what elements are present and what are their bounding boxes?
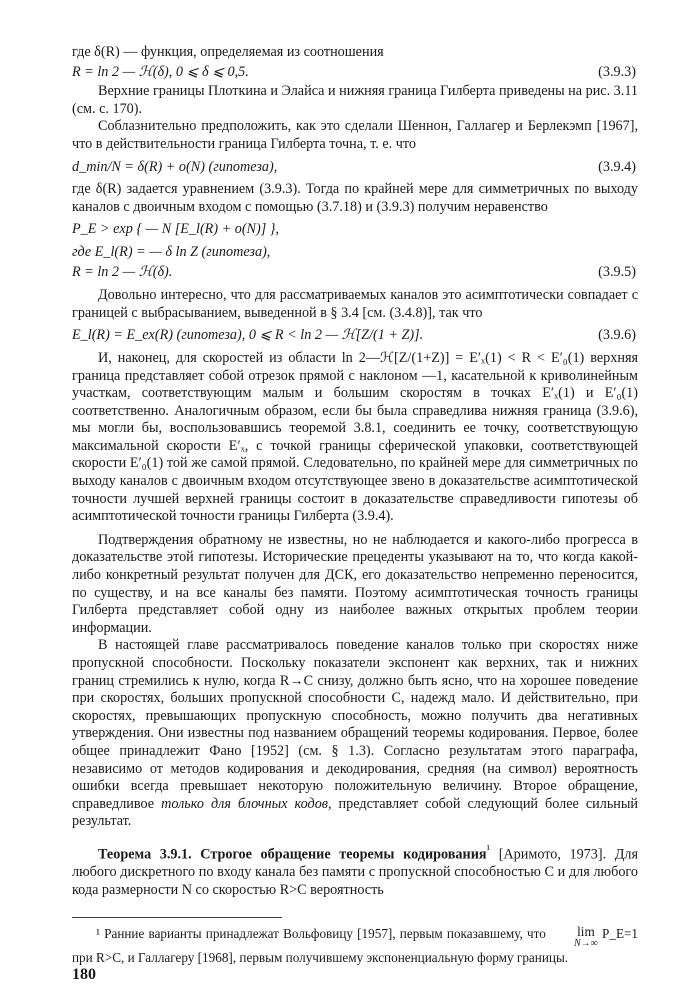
equation-body: P_E > exp { — N [E_l(R) + o(N)] }, (72, 221, 280, 238)
paragraph: Соблазнительно предположить, как это сделали Шеннон, Галлагер и Берлекэмп [1967], что в действительности граница Гилберта точна, т. е. что (72, 118, 638, 152)
paragraph: где δ(R) задается уравнением (3.9.3). Тогда по крайней мере для симметричных по выходу каналов с двоичным входом с помощью (3.7.18) и (3.9.3) получим неравенство (72, 181, 638, 215)
theorem-body: [Аримото, 1973]. Для любого дискретного по входу канала без памяти с пропускной способностью C и для любого кода размерности N со скоростью R>C вероятность (72, 846, 639, 898)
emphasis-text: только для блочных кодов (161, 795, 328, 812)
equation-number: (3.9.6) (598, 327, 636, 344)
equation-number: (3.9.3) (598, 63, 636, 80)
intro-text: где δ(R) — функция, определяемая из соотношения (72, 44, 384, 60)
paragraph: Подтверждения обратному не известны, но не наблюдается и какого-либо прогресса в доказательстве этой гипотезы. Исторические прецеденты указывают на то, что когда какой-либо конкретный результат получен для ДСК, его доказательство непременно переносится, по существу, и на все каналы без памяти. Поэтому асимптотическая точность границы Гилберта представляет собой одну из наиболее важных открытых проблем теории информации. (72, 531, 638, 636)
equation-body: R = ln 2 — ℋ(δ), 0 ⩽ δ ⩽ 0,5. (72, 63, 249, 80)
footnote-part-b: P_E=1 при R>C, и Галлагеру [1968], первым получившему экспоненциальную форму границы. (72, 926, 639, 966)
theorem-3-9-1 (72, 841, 638, 900)
paragraph-text: , представляет собой следующий более сильный результат. (72, 795, 639, 830)
equation-3-9-5 (72, 264, 638, 282)
equation-body: d_min/N = δ(R) + o(N) (гипотеза), (72, 158, 278, 175)
equation-body: где E_l(R) = — δ ln Z (гипотеза), (72, 243, 271, 260)
paragraph: И, наконец, для скоростей из области ln 2—ℋ[Z/(1+Z)] = E′ₓ(1) < R < E′₀(1) верхняя граница представляет собой отрезок прямой с наклоном —1, касательной к криволинейным участкам, соответствующим малым и большим скоростям в точках E′ₓ(1) и E′₀(1) соответственно. Аналогичным образом, если бы была справедлива нижняя граница (3.9.6), мы могли бы, воспользовавшись теоремой 3.8.1, соединить ее точку, соответствующую максимальной скорости E′ₓ, с точкой границы сферической упаковки, соответствующей скорости E′₀(1) той же самой прямой. Следовательно, по крайней мере для симметричных по выходу каналов с двоичным входом отсутствующее звено в доказательстве асимптотической точности лучшей верхней границы состоит в доказательстве справедливости гипотезы об асимптотической точности границы Гилберта (3.9.4). (72, 349, 638, 525)
paragraph (72, 637, 638, 831)
footnote-divider (72, 917, 282, 918)
equation-number: (3.9.4) (598, 158, 636, 175)
equation-body: E_l(R) = E_ex(R) (гипотеза), 0 ⩽ R < ln 2 — ℋ[Z/(1 + Z)]. (72, 327, 424, 344)
equation-number: (3.9.5) (598, 263, 636, 280)
page-body (72, 44, 638, 967)
paragraph-text: В настоящей главе рассматривалось поведение каналов только при скоростях ниже пропускной способности. Поскольку показатели экспонент как верхних, так и нижних границ стремились к нулю, когда R→C снизу, должно быть ясно, что на хорошее поведение при скоростях, больших пропускной способности C, надежд мало. И действительно, при скоростях, превышающих пропускную способность, можно получить два негативных утверждения. Они известны под названием обращений теоремы кодирования. Первое, более общее принадлежит Фано [1952] (см. § 1.3). Согласно результатам этого параграфа, независимо от методов кодирования и декодирования, средняя (на символ) вероятность ошибки всегда превышает некоторую положительную величину. Второе обращение, справедливое (72, 637, 638, 812)
equation-pe (72, 221, 638, 239)
equation-3-9-6 (72, 327, 638, 345)
footnote-mark: ¹ (486, 841, 491, 856)
equation-body: R = ln 2 — ℋ(δ). (72, 263, 173, 280)
limit-subscript: N→∞ (574, 938, 598, 950)
equation-3-9-4 (72, 159, 638, 177)
equation-el (72, 244, 638, 262)
footnote-part-a: ¹ Ранние варианты принадлежат Вольфовицу [1957], первым показавшему, что (96, 926, 546, 942)
limit-operator (550, 926, 598, 950)
page-number: 180 (72, 966, 96, 983)
footnote (72, 926, 638, 967)
footnote-text (72, 926, 638, 967)
limit-text: lim (577, 924, 595, 940)
equation-3-9-3 (72, 64, 638, 82)
paragraph: Верхние границы Плоткина и Элайса и нижняя граница Гилберта приведены на рис. 3.11 (см. с. 170). (72, 83, 638, 117)
paragraph: Довольно интересно, что для рассматриваемых каналов это асимптотически совпадает с границей с выбрасыванием, выведенной в § 3.4 [см. (3.4.8)], так что (72, 287, 638, 321)
theorem-heading: Теорема 3.9.1. Строгое обращение теоремы кодирования (98, 846, 487, 863)
